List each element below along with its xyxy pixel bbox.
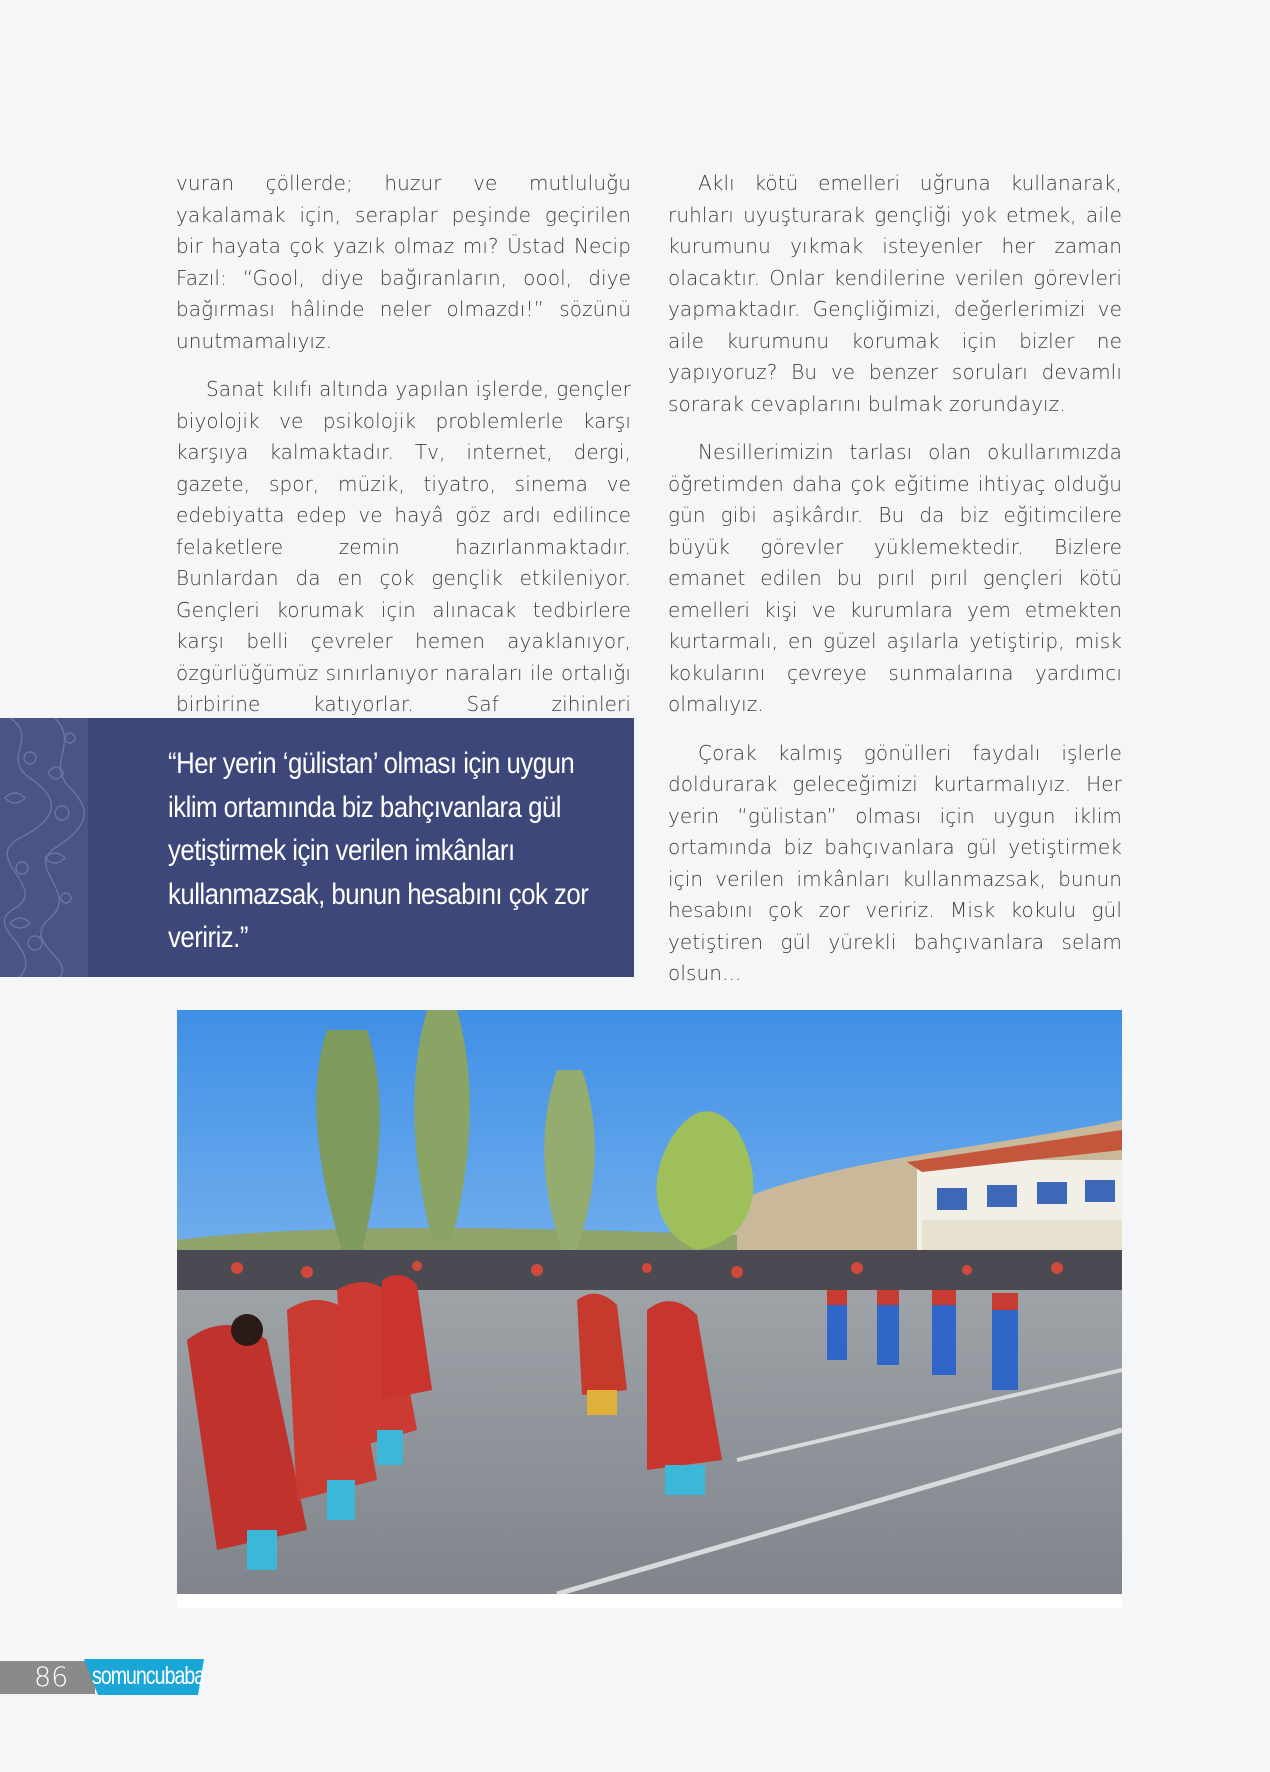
magazine-name: somuncubaba (92, 1662, 205, 1690)
left-column (176, 168, 631, 769)
paragraph: Nesillerimizin tarlası olan okullarımızda öğretimden daha çok eğitime ihtiyaç olduğu gün gibi aşikârdır. Bu da biz eğitimcilere büyük görevler yüklemektedir. Bizlere emanet edilen bu pırıl pırıl gençleri kötü emelleri kişi ve kurumlara yem etmekten kurtarmalı, en güzel aşılarla yetiştirip, misk kokularını çevreye sunmalarına yardımcı olmalıyız. (668, 440, 1122, 716)
pull-quote-box (0, 718, 634, 977)
paragraph: Aklı kötü emelleri uğruna kullanarak, ruhları uyuşturarak gençliği yok etmek, aile kurumunu yıkmak isteyenler her zaman olacaktır. Onlar kendilerine verilen görevleri yapmaktadır. Gençliğimizi, değerlerimizi ve aile kurumunu korumak için bizler ne yapıyoruz? Bu ve benzer soruları devamlı sorarak cevaplarını bulmak zorundayız. (668, 171, 1122, 416)
paragraph: Sanat kılıfı altında yapılan işlerde, gençler biyolojik ve psikolojik problemlerle karşı karşıya kalmaktadır. Tv, internet, dergi, gazete, spor, müzik, tiyatro, sinema ve edebiyatta edep ve hayâ göz ardı edilince felaketlere zemin hazırlanmaktadır. Bunlardan da en çok gençlik etkileniyor. Gençleri korumak için alınacak tedbirlere karşı belli çevreler hemen ayaklanıyor, özgürlüğümüz sınırlanıyor naraları ile ortalığı birbirine katıyorlar. Saf zihinleri (176, 377, 631, 716)
floral-ornament-icon (0, 718, 88, 977)
pull-quote-text: “Her yerin ‘gülistan’ olması için uygun iklim ortamında biz bahçıvanlara gül yetiştirmek için verilen imkânları kullanmazsak, bunun hesabını çok zor veririz.” (168, 747, 589, 954)
paragraph: Çorak kalmış gönülleri faydalı işlerle doldurarak geleceğimizi kurtarmalıyız. Her yerin “gülistan” olması için uygun iklim ortamında biz bahçıvanlara gül yetiştirmek için verilen imkânları kullanmazsak, bunun hesabını çok zor veririz. Misk kokulu gül yetiştiren gül yürekli bahçıvanlara selam olsun... (668, 740, 1122, 985)
photo-bottom-border (177, 1594, 1122, 1608)
paragraph: vuran çöllerde; huzur ve mutluluğu yakalamak için, seraplar peşinde geçirilen bir hayata çok yazık olmaz mı? Üstad Necip Fazıl: “Gool, diye bağıranların, oool, diye bağırması hâlinde neler olmazdı!” sözünü unutmamalıyız. (176, 171, 631, 353)
folk-dance-photo (177, 1010, 1122, 1594)
right-column (668, 168, 1122, 1007)
page-number: 86 (34, 1662, 69, 1693)
